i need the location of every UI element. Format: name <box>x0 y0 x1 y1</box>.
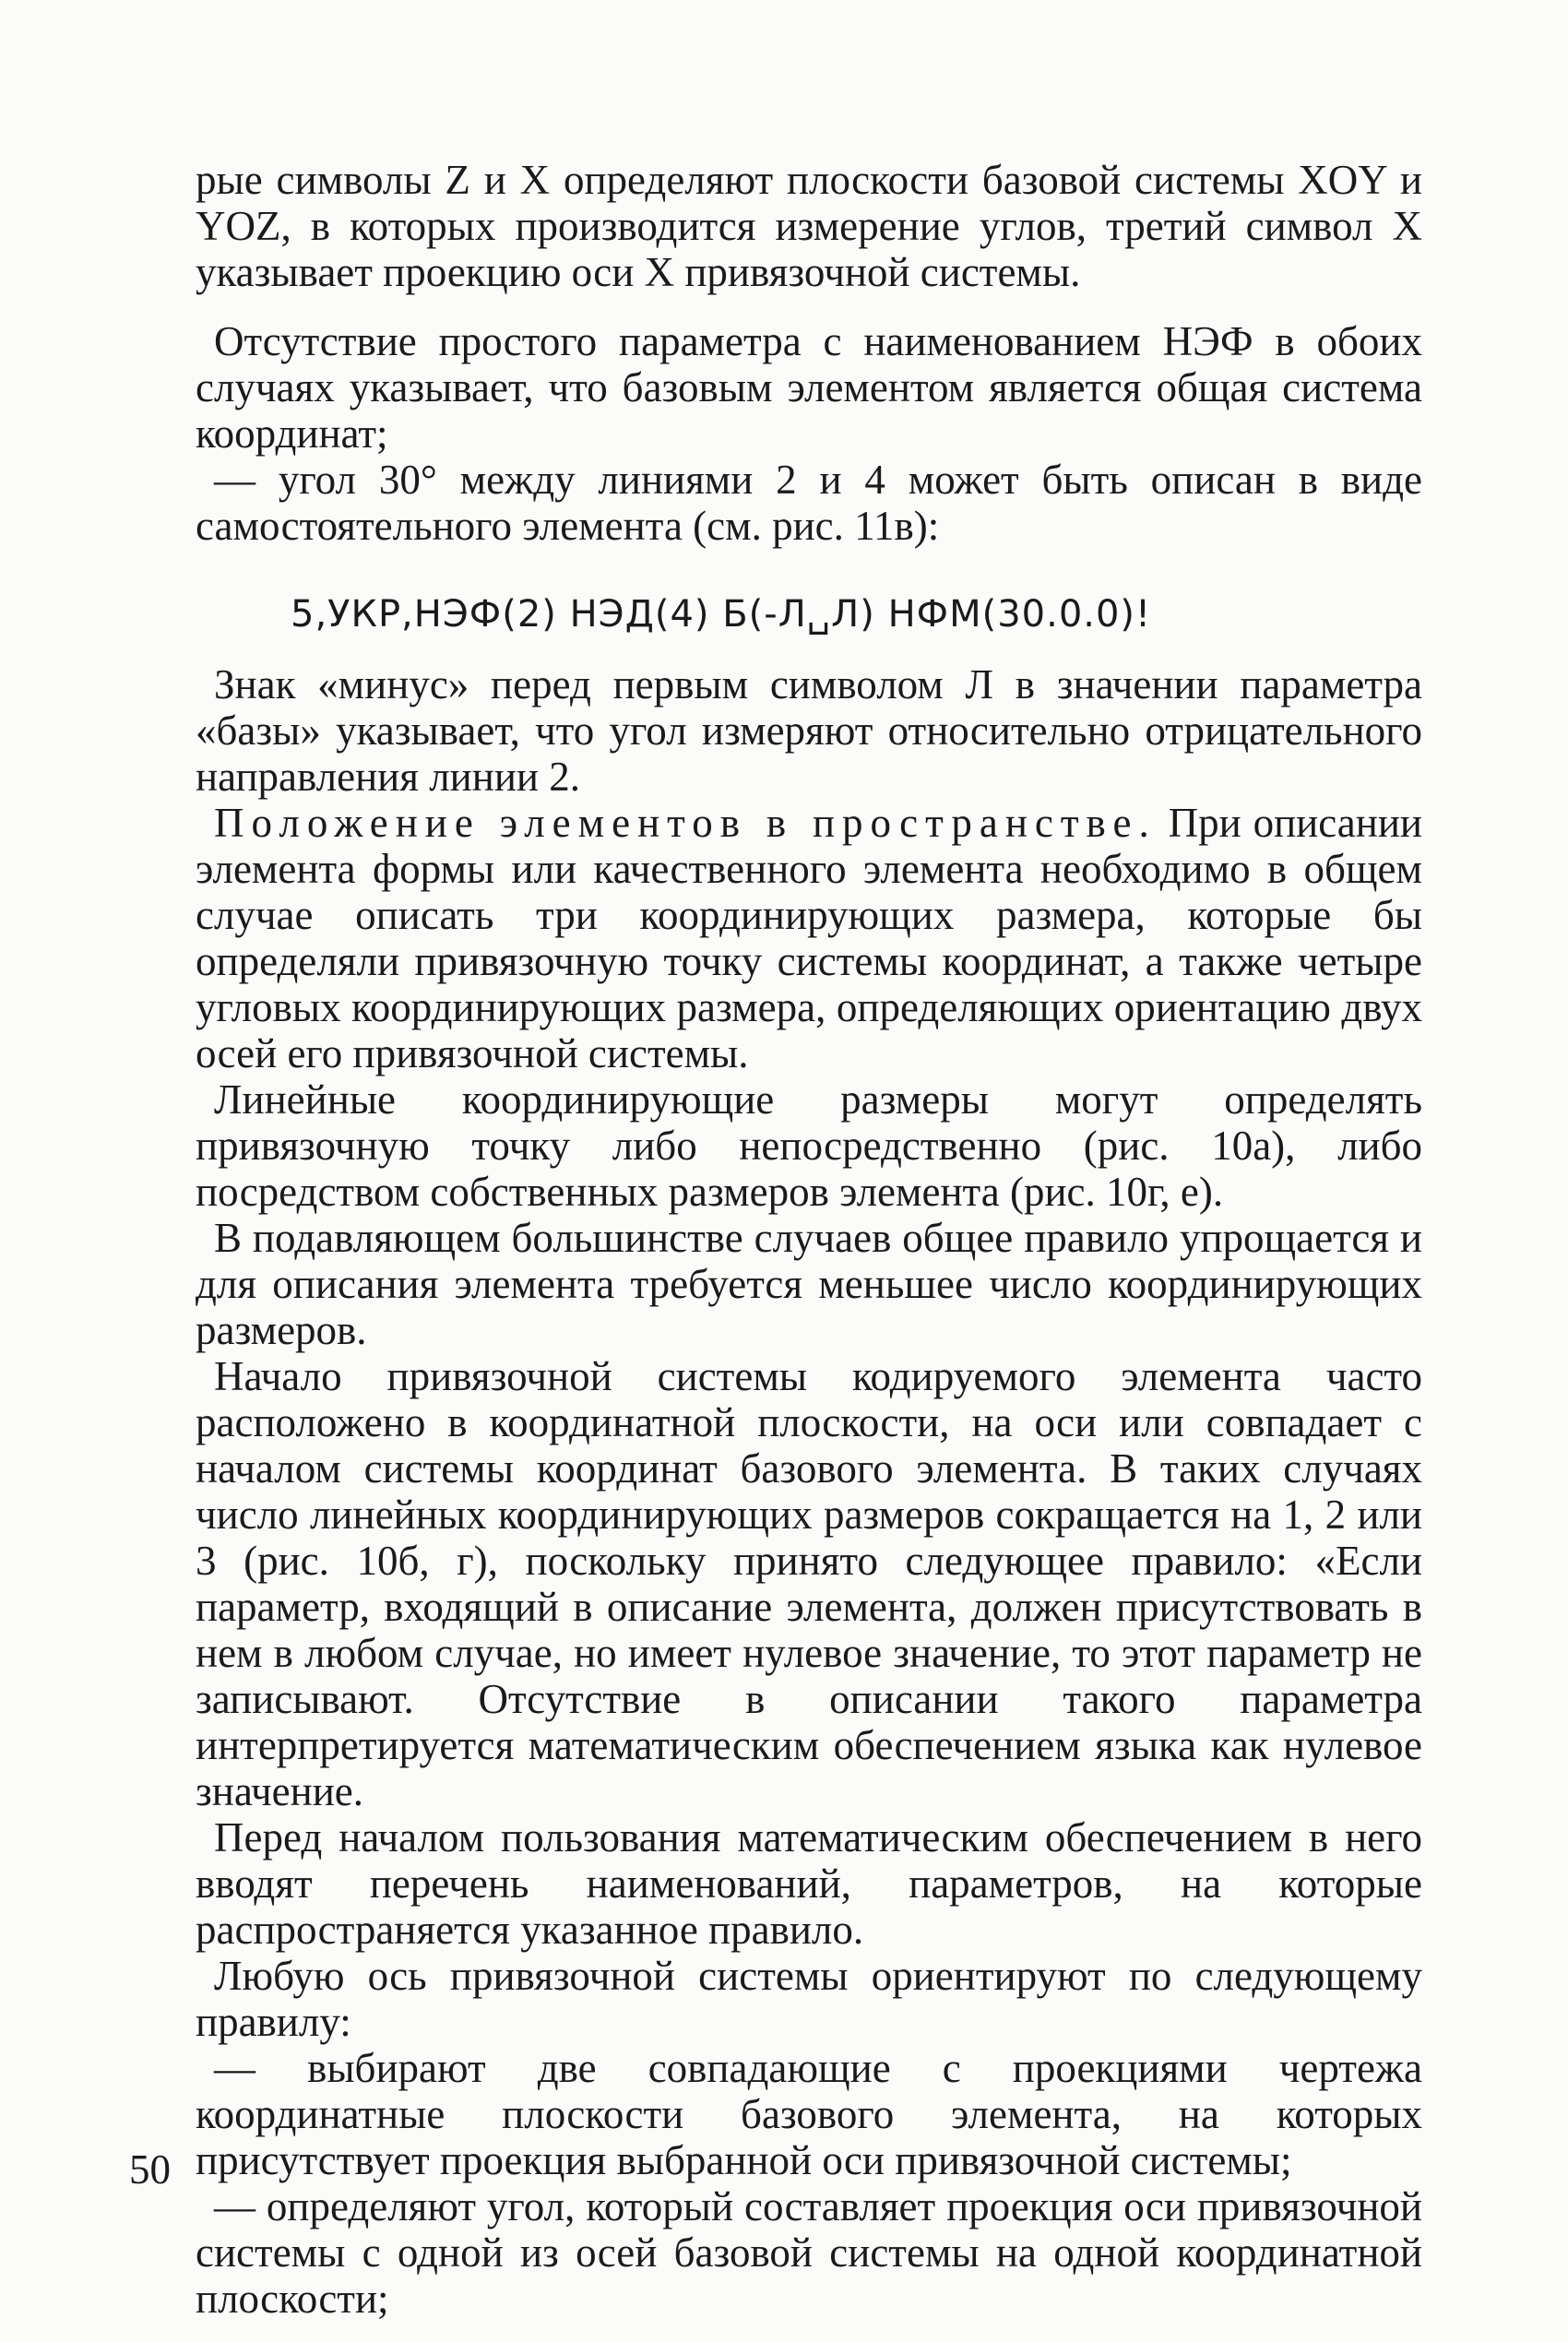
paragraph-5-text: При описании элемента формы или качественного элемента необходимо в общем случае описать три координирующих размера, которые бы определяли привязочную точку системы координат, а также четыре угловых координирующих размера, определяющих ориентацию двух осей его привязочной системы. <box>196 800 1423 1076</box>
body-text-top <box>196 157 1422 295</box>
body-text-mid <box>196 318 1422 549</box>
paragraph-4: Знак «минус» перед первым символом Л в значении параметра «базы» указывает, что угол измеряют относительно отрицательного направления линии 2. <box>196 661 1422 800</box>
paragraph-11: — выбирают две совпадающие с проекциями чертежа координатные плоскости базового элемента, на которых присутствует проекция выбранной оси привязочной системы; <box>196 2045 1422 2183</box>
paragraph-12: — определяют угол, который составляет проекция оси привязочной системы с одной из осей базовой системы на одной координатной плоскости; <box>196 2183 1422 2322</box>
body-text-main <box>196 661 1422 2322</box>
paragraph-10: Любую ось привязочной системы ориентируют по следующему правилу: <box>196 1953 1422 2045</box>
page-number: 50 <box>129 2146 171 2193</box>
paragraph-8: Начало привязочной системы кодируемого элемента часто расположено в координатной плоскости, на оси или совпадает с началом системы координат базового элемента. В таких случаях число линейных координирующих размеров сокращается на 1, 2 или 3 (рис. 10б, г), поскольку принято следующее правило: «Если параметр, входящий в описание элемента, должен присутствовать в нем в любом случае, но имеет нулевое значение, то этот параметр не записывают. Отсутствие в описании такого параметра интерпретируется математическим обеспечением языка как нулевое значение. <box>196 1353 1422 1814</box>
paragraph-9: Перед началом пользования математическим обеспечением в него вводят перечень наименований, параметров, на которые распространяется указанное правило. <box>196 1814 1422 1953</box>
paragraph-7: В подавляющем большинстве случаев общее правило упрощается и для описания элемента требуется меньшее число координирующих размеров. <box>196 1215 1422 1353</box>
paragraph-2: Отсутствие простого параметра с наименованием НЭФ в обоих случаях указывает, что базовым элементом является общая система координат; <box>196 318 1422 457</box>
section-heading: Положение элементов в пространстве. <box>214 800 1157 846</box>
paragraph-5 <box>196 800 1422 1076</box>
paragraph-6: Линейные координирующие размеры могут определять привязочную точку либо непосредственно (рис. 10а), либо посредством собственных размеров элемента (рис. 10г, е). <box>196 1076 1422 1215</box>
paragraph-3: — угол 30° между линиями 2 и 4 может быть описан в виде самостоятельного элемента (см. рис. 11в): <box>196 457 1422 549</box>
code-line: 5,УКР,НЭФ(2) НЭД(4) Б(-Л␣Л) НФМ(30.0.0)! <box>291 593 1152 636</box>
paragraph-1: рые символы Z и X определяют плоскости базовой системы XOY и YOZ, в которых производится измерение углов, третий символ X указывает проекцию оси X привязочной системы. <box>196 157 1422 295</box>
